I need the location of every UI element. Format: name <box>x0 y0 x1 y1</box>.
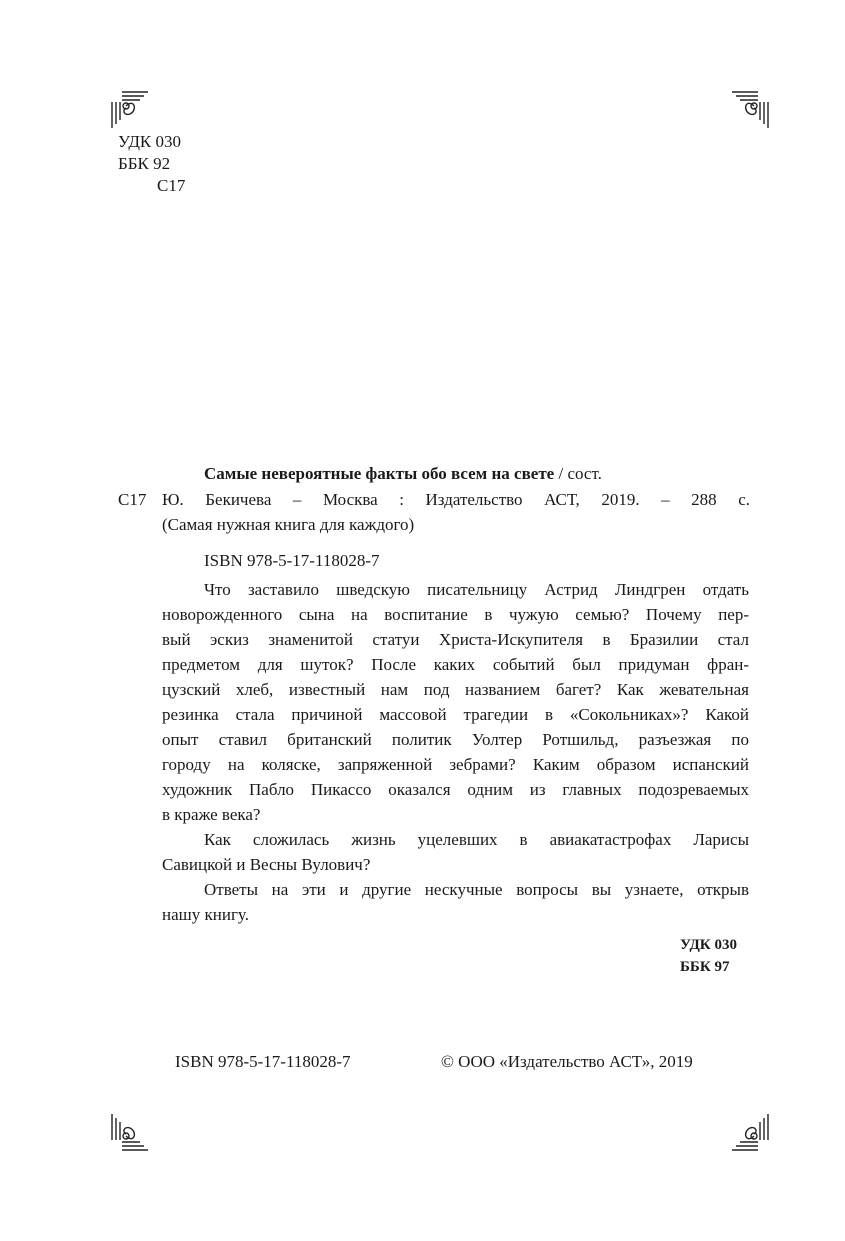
footer-isbn: ISBN 978-5-17-118028-7 <box>175 1052 351 1071</box>
annotation-line: Ответы на эти и другие нескучные вопросы вы узнаете, открыв <box>204 880 749 899</box>
annotation-line: Что заставило шведскую писательницу Астрид Линдгрен отдать <box>204 580 749 599</box>
annotation-line: в краже века? <box>162 805 261 824</box>
footer-copyright: © ООО «Издательство АСТ», 2019 <box>441 1052 693 1071</box>
author-mark: С17 <box>157 176 186 195</box>
bbk-code: ББК 92 <box>118 154 171 173</box>
entry-isbn: ISBN 978-5-17-118028-7 <box>204 551 380 570</box>
udk-code: УДК 030 <box>118 132 182 151</box>
entry-line-3: (Самая нужная книга для каждого) <box>162 515 415 534</box>
book-title: Самые невероятные факты обо всем на свете <box>204 464 555 483</box>
entry-title-line <box>204 464 602 484</box>
udk-code-bottom: УДК 030 <box>680 937 737 953</box>
annotation-line: Как сложилась жизнь уцелевших в авиакатастрофах Ларисы <box>204 830 749 849</box>
corner-ornament-bottom-left-icon <box>108 1108 154 1154</box>
corner-ornament-top-left-icon <box>108 88 154 134</box>
annotation-line: новорожденного сына на воспитание в чужую семью? Почему пер- <box>162 605 749 624</box>
title-suffix: / сост. <box>554 464 602 483</box>
annotation-line: резинка стала причиной массовой трагедии в «Сокольниках»? Какой <box>162 705 749 724</box>
entry-mark: С17 <box>118 490 147 509</box>
annotation-line: вый эскиз знаменитой статуи Христа-Искупителя в Бразилии стал <box>162 630 749 649</box>
bbk-code-bottom: ББК 97 <box>680 959 730 975</box>
annotation-line: городу на коляске, запряженной зебрами? Каким образом испанский <box>162 755 749 774</box>
top-classification-codes <box>118 131 185 197</box>
annotation-line: художник Пабло Пикассо оказался одним из главных подозреваемых <box>162 780 749 799</box>
annotation-line: опыт ставил британский политик Уолтер Ротшильд, разъезжая по <box>162 730 749 749</box>
bottom-classification-codes <box>680 934 737 978</box>
corner-ornament-top-right-icon <box>726 88 772 134</box>
annotation-line: нашу книгу. <box>162 905 249 924</box>
annotation-line: предметом для шуток? После каких событий был придуман фран- <box>162 655 749 674</box>
annotation-line: цузский хлеб, известный нам под названием багет? Как жевательная <box>162 680 749 699</box>
annotation-line: Савицкой и Весны Вулович? <box>162 855 371 874</box>
entry-line-2: Ю. Бекичева – Москва : Издательство АСТ, 2019. – 288 с. <box>162 490 750 509</box>
corner-ornament-bottom-right-icon <box>726 1108 772 1154</box>
